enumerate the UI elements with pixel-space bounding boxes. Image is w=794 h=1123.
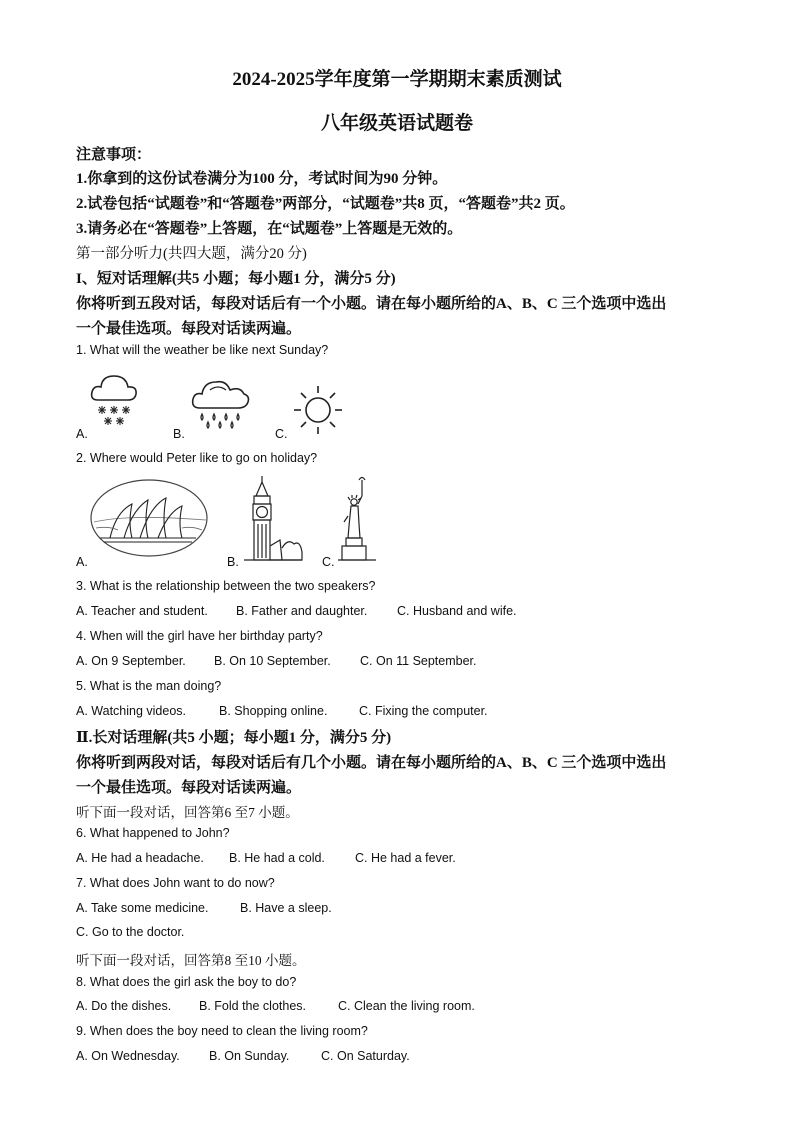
question-1: 1. What will the weather be like next Sunday? [76, 343, 329, 357]
sydney-opera-house-icon [88, 476, 210, 566]
q3-option-b: B. Father and daughter. [236, 604, 368, 618]
q1-option-c-label: C. [275, 427, 288, 441]
q1-option-b-label: B. [173, 427, 185, 441]
q9-option-c: C. On Saturday. [321, 1049, 410, 1063]
q7-option-a: A. Take some medicine. [76, 901, 209, 915]
q2-option-a-label: A. [76, 555, 88, 569]
exam-title: 2024-2025学年度第一学期期末素质测试 [232, 69, 562, 90]
statue-of-liberty-icon [336, 476, 380, 566]
section2-instructions-line2: 一个最佳选项。每段对话读两遍。 [76, 780, 302, 796]
dialogue2-intro: 听下面一段对话，回答第8 至10 小题。 [76, 953, 306, 968]
q5-option-a: A. Watching videos. [76, 704, 187, 718]
q2-option-b-label: B. [227, 555, 239, 569]
note-item-3: 3.请务必在“答题卷”上答题，在“试题卷”上答题是无效的。 [76, 221, 463, 237]
snow-cloud-icon [88, 370, 140, 432]
rain-cloud-icon [188, 372, 252, 432]
question-2: 2. Where would Peter like to go on holiday? [76, 451, 318, 465]
question-6: 6. What happened to John? [76, 826, 230, 840]
q7-option-b: B. Have a sleep. [240, 901, 332, 915]
q6-option-a: A. He had a headache. [76, 851, 204, 865]
section2-instructions-line1: 你将听到两段对话，每段对话后有几个小题。请在每小题所给的A、B、C 三个选项中选出 [76, 755, 667, 771]
part1-heading: 第一部分听力(共四大题，满分20 分) [76, 246, 307, 262]
q7-option-c: C. Go to the doctor. [76, 925, 185, 939]
exam-subtitle: 八年级英语试题卷 [320, 113, 473, 134]
question-4: 4. When will the girl have her birthday party? [76, 629, 323, 643]
question-8: 8. What does the girl ask the boy to do? [76, 975, 297, 989]
q8-option-c: C. Clean the living room. [338, 999, 475, 1013]
note-item-2: 2.试卷包括“试题卷”和“答题卷”两部分，“试题卷”共8 页，“答题卷”共2 页。 [76, 196, 575, 212]
question-3: 3. What is the relationship between the two speakers? [76, 579, 376, 593]
q5-option-b: B. Shopping online. [219, 704, 328, 718]
q3-option-a: A. Teacher and student. [76, 604, 208, 618]
q3-option-c: C. Husband and wife. [397, 604, 517, 618]
question-9: 9. When does the boy need to clean the living room? [76, 1024, 368, 1038]
q9-option-b: B. On Sunday. [209, 1049, 290, 1063]
q5-option-c: C. Fixing the computer. [359, 704, 488, 718]
q8-option-b: B. Fold the clothes. [199, 999, 307, 1013]
question-7: 7. What does John want to do now? [76, 876, 275, 890]
question-5: 5. What is the man doing? [76, 679, 222, 693]
q4-option-c: C. On 11 September. [360, 654, 477, 668]
sun-icon [292, 384, 344, 436]
q4-option-b: B. On 10 September. [214, 654, 331, 668]
q6-option-b: B. He had a cold. [229, 851, 325, 865]
q2-option-c-label: C. [322, 555, 335, 569]
q1-option-a-label: A. [76, 427, 88, 441]
notes-heading: 注意事项： [76, 147, 152, 163]
q4-option-a: A. On 9 September. [76, 654, 186, 668]
section1-instructions-line2: 一个最佳选项。每段对话读两遍。 [76, 321, 302, 337]
big-ben-icon [240, 474, 304, 566]
dialogue1-intro: 听下面一段对话，回答第6 至7 小题。 [76, 805, 299, 820]
q6-option-c: C. He had a fever. [355, 851, 456, 865]
section1-instructions-line1: 你将听到五段对话，每段对话后有一个小题。请在每小题所给的A、B、C 三个选项中选出 [76, 296, 667, 312]
section2-heading: Ⅱ.长对话理解(共5 小题；每小题1 分，满分5 分) [76, 730, 392, 746]
q8-option-a: A. Do the dishes. [76, 999, 172, 1013]
q9-option-a: A. On Wednesday. [76, 1049, 180, 1063]
note-item-1: 1.你拿到的这份试卷满分为100 分，考试时间为90 分钟。 [76, 171, 448, 187]
section1-heading: I、短对话理解(共5 小题；每小题1 分，满分5 分) [76, 271, 396, 287]
